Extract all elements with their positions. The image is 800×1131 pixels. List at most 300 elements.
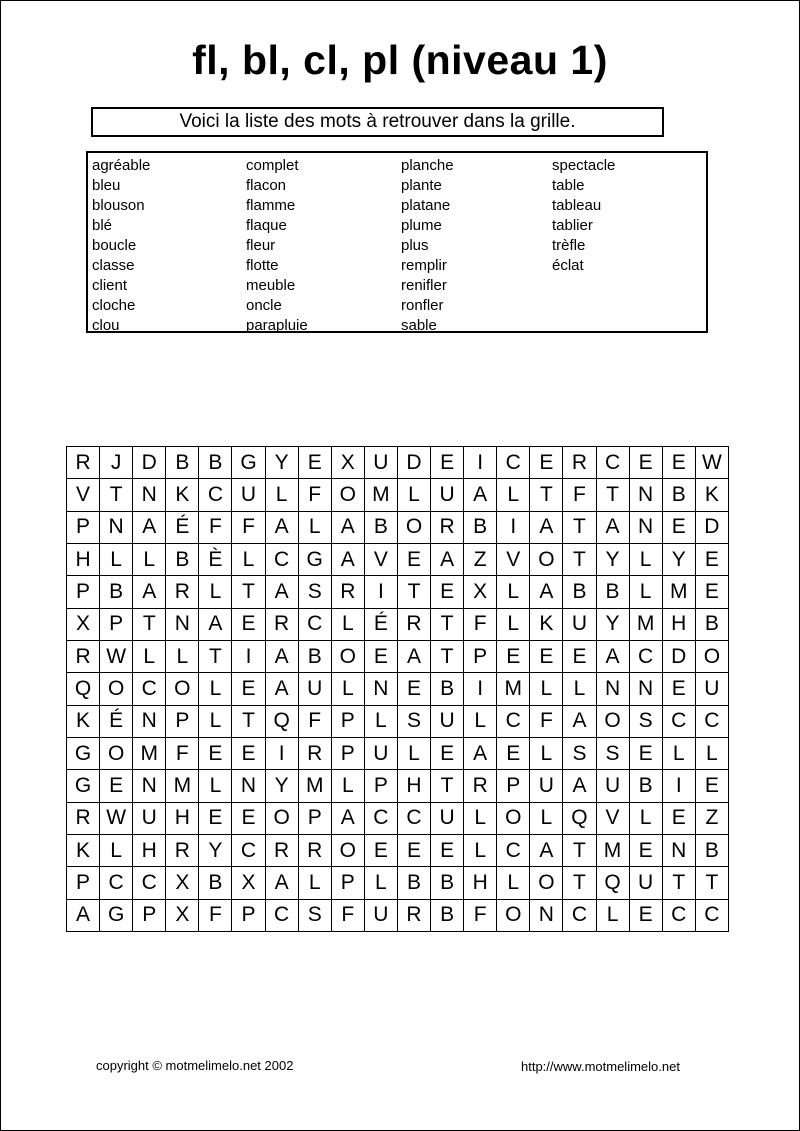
grid-cell: Y — [662, 543, 695, 575]
word-item: meuble — [246, 277, 296, 294]
grid-cell: A — [199, 608, 232, 640]
grid-cell: R — [464, 770, 497, 802]
word-item: oncle — [246, 297, 282, 314]
grid-cell: A — [563, 705, 596, 737]
grid-cell: E — [232, 737, 265, 769]
grid-cell: O — [331, 834, 364, 866]
grid-cell: V — [364, 543, 397, 575]
grid-cell: E — [497, 737, 530, 769]
word-item: bleu — [92, 177, 121, 194]
grid-cell: L — [232, 543, 265, 575]
grid-cell: E — [397, 673, 430, 705]
grid-cell: Z — [464, 543, 497, 575]
word-item: blé — [92, 217, 113, 234]
grid-cell: A — [431, 543, 464, 575]
grid-cell: F — [199, 511, 232, 543]
grid-cell: B — [695, 834, 728, 866]
grid-cell: T — [232, 705, 265, 737]
grid-cell: X — [166, 899, 199, 931]
grid-cell: E — [662, 673, 695, 705]
grid-cell: L — [464, 705, 497, 737]
word-list-column — [246, 156, 308, 336]
grid-cell: B — [431, 899, 464, 931]
grid-cell: A — [331, 511, 364, 543]
word-item: table — [552, 177, 585, 194]
word-item: classe — [92, 257, 135, 274]
website-url: http://www.motmelimelo.net — [521, 1059, 680, 1074]
grid-cell: T — [563, 834, 596, 866]
grid-cell: A — [464, 737, 497, 769]
grid-cell: L — [397, 479, 430, 511]
word-item: spectacle — [552, 157, 616, 174]
grid-cell: U — [596, 770, 629, 802]
grid-cell: U — [298, 673, 331, 705]
grid-cell: L — [464, 834, 497, 866]
grid-row — [67, 705, 729, 737]
grid-cell: C — [662, 705, 695, 737]
grid-cell: U — [364, 447, 397, 479]
grid-cell: E — [431, 834, 464, 866]
grid-cell: L — [166, 640, 199, 672]
grid-cell: R — [67, 640, 100, 672]
grid-cell: Q — [563, 802, 596, 834]
grid-cell: N — [100, 511, 133, 543]
grid-cell: L — [497, 608, 530, 640]
grid-cell: U — [629, 867, 662, 899]
grid-cell: E — [629, 899, 662, 931]
grid-cell: B — [464, 511, 497, 543]
grid-cell: I — [364, 576, 397, 608]
grid-cell: F — [199, 899, 232, 931]
grid-cell: S — [298, 899, 331, 931]
grid-cell: M — [596, 834, 629, 866]
grid-cell: Y — [265, 770, 298, 802]
grid-cell: L — [464, 802, 497, 834]
grid-cell: E — [431, 447, 464, 479]
grid-cell: E — [232, 608, 265, 640]
grid-cell: E — [431, 576, 464, 608]
grid-cell: P — [298, 802, 331, 834]
grid-cell: L — [331, 770, 364, 802]
grid-cell: O — [331, 479, 364, 511]
grid-cell: A — [530, 834, 563, 866]
grid-cell: L — [199, 705, 232, 737]
grid-cell: P — [67, 576, 100, 608]
grid-cell: F — [464, 608, 497, 640]
grid-cell: P — [67, 867, 100, 899]
grid-cell: R — [397, 608, 430, 640]
grid-cell: S — [397, 705, 430, 737]
grid-row — [67, 608, 729, 640]
grid-cell: M — [133, 737, 166, 769]
grid-cell: F — [563, 479, 596, 511]
grid-cell: P — [331, 705, 364, 737]
grid-cell: B — [431, 673, 464, 705]
grid-cell: A — [596, 640, 629, 672]
grid-cell: X — [331, 447, 364, 479]
grid-cell: D — [695, 511, 728, 543]
grid-cell: T — [431, 640, 464, 672]
grid-row — [67, 447, 729, 479]
grid-cell: U — [364, 899, 397, 931]
copyright-text: copyright © motmelimelo.net 2002 — [96, 1058, 294, 1073]
grid-cell: B — [596, 576, 629, 608]
grid-cell: A — [265, 867, 298, 899]
word-item: cloche — [92, 297, 136, 314]
grid-cell: B — [166, 543, 199, 575]
grid-cell: A — [67, 899, 100, 931]
grid-cell: L — [298, 511, 331, 543]
grid-cell: E — [530, 447, 563, 479]
grid-cell: N — [166, 608, 199, 640]
grid-cell: G — [298, 543, 331, 575]
grid-cell: R — [563, 447, 596, 479]
grid-cell: L — [199, 576, 232, 608]
grid-cell: C — [232, 834, 265, 866]
grid-cell: T — [133, 608, 166, 640]
grid-cell: R — [298, 834, 331, 866]
grid-cell: R — [166, 834, 199, 866]
grid-cell: B — [199, 447, 232, 479]
grid-cell: L — [695, 737, 728, 769]
grid-cell: L — [497, 867, 530, 899]
grid-cell: E — [397, 543, 430, 575]
grid-cell: É — [166, 511, 199, 543]
grid-cell: H — [67, 543, 100, 575]
word-item: flacon — [246, 177, 287, 194]
grid-cell: J — [100, 447, 133, 479]
word-item: trèfle — [552, 237, 586, 254]
word-item: renifler — [401, 277, 447, 294]
grid-cell: L — [364, 705, 397, 737]
grid-cell: R — [67, 802, 100, 834]
grid-cell: R — [166, 576, 199, 608]
grid-cell: U — [530, 770, 563, 802]
grid-cell: L — [563, 673, 596, 705]
page-title: fl, bl, cl, pl (niveau 1) — [192, 37, 608, 83]
grid-cell: B — [431, 867, 464, 899]
grid-cell: A — [596, 511, 629, 543]
grid-cell: M — [166, 770, 199, 802]
grid-cell: P — [67, 511, 100, 543]
grid-cell: O — [695, 640, 728, 672]
grid-cell: Y — [596, 543, 629, 575]
grid-cell: P — [232, 899, 265, 931]
grid-cell: I — [464, 447, 497, 479]
grid-cell: E — [431, 737, 464, 769]
grid-cell: P — [497, 770, 530, 802]
grid-cell: A — [133, 576, 166, 608]
grid-cell: P — [100, 608, 133, 640]
grid-cell: R — [397, 899, 430, 931]
grid-cell: V — [596, 802, 629, 834]
word-list-column — [92, 156, 150, 336]
grid-cell: T — [662, 867, 695, 899]
grid-cell: W — [695, 447, 728, 479]
grid-cell: L — [530, 737, 563, 769]
grid-row — [67, 576, 729, 608]
grid-row — [67, 802, 729, 834]
word-item: boucle — [92, 237, 137, 254]
word-item: éclat — [552, 257, 584, 274]
word-item: complet — [246, 157, 299, 174]
word-item: planche — [401, 157, 454, 174]
grid-cell: L — [629, 802, 662, 834]
grid-cell: G — [232, 447, 265, 479]
grid-cell: L — [331, 673, 364, 705]
grid-cell: Q — [265, 705, 298, 737]
grid-cell: H — [166, 802, 199, 834]
grid-cell: K — [67, 834, 100, 866]
word-item: plante — [401, 177, 442, 194]
grid-row — [67, 899, 729, 931]
grid-cell: G — [67, 737, 100, 769]
grid-cell: Q — [596, 867, 629, 899]
grid-cell: B — [695, 608, 728, 640]
grid-cell: M — [629, 608, 662, 640]
grid-cell: V — [497, 543, 530, 575]
grid-cell: R — [265, 834, 298, 866]
grid-cell: A — [331, 802, 364, 834]
grid-cell: C — [265, 543, 298, 575]
word-item: client — [92, 277, 128, 294]
grid-cell: L — [662, 737, 695, 769]
word-search-grid-body — [67, 447, 729, 932]
word-item: sable — [401, 317, 437, 334]
grid-cell: N — [232, 770, 265, 802]
grid-cell: È — [199, 543, 232, 575]
grid-cell: B — [199, 867, 232, 899]
grid-cell: B — [166, 447, 199, 479]
grid-cell: T — [695, 867, 728, 899]
grid-cell: C — [133, 673, 166, 705]
grid-cell: L — [298, 867, 331, 899]
grid-cell: E — [298, 447, 331, 479]
grid-cell: O — [497, 899, 530, 931]
grid-cell: D — [133, 447, 166, 479]
grid-cell: I — [232, 640, 265, 672]
grid-cell: C — [100, 867, 133, 899]
grid-cell: B — [563, 576, 596, 608]
word-item: plus — [401, 237, 429, 254]
grid-cell: E — [662, 511, 695, 543]
grid-cell: L — [133, 543, 166, 575]
grid-cell: L — [596, 899, 629, 931]
grid-cell: R — [298, 737, 331, 769]
grid-cell: R — [331, 576, 364, 608]
grid-cell: A — [397, 640, 430, 672]
grid-cell: L — [199, 770, 232, 802]
grid-cell: C — [563, 899, 596, 931]
grid-cell: N — [596, 673, 629, 705]
grid-cell: W — [100, 640, 133, 672]
grid-cell: T — [397, 576, 430, 608]
grid-cell: T — [563, 543, 596, 575]
grid-cell: S — [298, 576, 331, 608]
grid-cell: E — [629, 737, 662, 769]
instruction-text: Voici la liste des mots à retrouver dans la grille. — [179, 111, 576, 132]
word-item: tableau — [552, 197, 602, 214]
grid-cell: P — [133, 899, 166, 931]
word-item: parapluie — [246, 317, 308, 334]
grid-cell: L — [100, 543, 133, 575]
grid-cell: K — [530, 608, 563, 640]
grid-cell: A — [530, 576, 563, 608]
grid-cell: K — [67, 705, 100, 737]
grid-row — [67, 543, 729, 575]
grid-cell: C — [596, 447, 629, 479]
grid-cell: C — [133, 867, 166, 899]
grid-cell: U — [232, 479, 265, 511]
grid-cell: N — [530, 899, 563, 931]
grid-row — [67, 834, 729, 866]
grid-cell: D — [662, 640, 695, 672]
grid-cell: B — [662, 479, 695, 511]
grid-cell: E — [199, 737, 232, 769]
grid-cell: O — [331, 640, 364, 672]
word-item: clou — [92, 317, 120, 334]
grid-cell: H — [662, 608, 695, 640]
grid-cell: O — [497, 802, 530, 834]
grid-cell: A — [530, 511, 563, 543]
word-item: remplir — [401, 257, 447, 274]
grid-cell: F — [331, 899, 364, 931]
grid-cell: B — [397, 867, 430, 899]
grid-cell: L — [364, 867, 397, 899]
grid-cell: U — [431, 802, 464, 834]
grid-cell: S — [596, 737, 629, 769]
grid-cell: U — [563, 608, 596, 640]
grid-cell: C — [497, 447, 530, 479]
grid-cell: C — [497, 834, 530, 866]
grid-cell: L — [497, 479, 530, 511]
grid-cell: N — [662, 834, 695, 866]
grid-cell: O — [100, 673, 133, 705]
grid-cell: A — [265, 640, 298, 672]
grid-cell: L — [530, 802, 563, 834]
grid-cell: Y — [199, 834, 232, 866]
grid-cell: O — [100, 737, 133, 769]
grid-cell: T — [563, 867, 596, 899]
grid-cell: M — [364, 479, 397, 511]
grid-cell: É — [364, 608, 397, 640]
grid-cell: C — [265, 899, 298, 931]
grid-cell: L — [629, 576, 662, 608]
word-search-grid — [66, 446, 729, 932]
grid-cell: A — [563, 770, 596, 802]
grid-row — [67, 479, 729, 511]
word-item: tablier — [552, 217, 593, 234]
grid-cell: V — [67, 479, 100, 511]
grid-cell: L — [397, 737, 430, 769]
grid-cell: E — [497, 640, 530, 672]
grid-row — [67, 640, 729, 672]
grid-cell: X — [67, 608, 100, 640]
grid-cell: G — [100, 899, 133, 931]
grid-cell: C — [662, 899, 695, 931]
grid-cell: Z — [695, 802, 728, 834]
grid-cell: F — [298, 705, 331, 737]
grid-cell: C — [497, 705, 530, 737]
grid-cell: C — [629, 640, 662, 672]
grid-cell: L — [530, 673, 563, 705]
word-list-column — [552, 156, 615, 276]
grid-cell: U — [431, 705, 464, 737]
grid-cell: B — [364, 511, 397, 543]
grid-cell: C — [695, 899, 728, 931]
grid-cell: Q — [67, 673, 100, 705]
grid-row — [67, 511, 729, 543]
word-item: flaque — [246, 217, 287, 234]
grid-cell: C — [397, 802, 430, 834]
grid-cell: L — [629, 543, 662, 575]
grid-cell: Y — [596, 608, 629, 640]
grid-cell: O — [596, 705, 629, 737]
grid-cell: R — [265, 608, 298, 640]
grid-cell: E — [662, 802, 695, 834]
word-list — [86, 151, 708, 333]
grid-cell: N — [364, 673, 397, 705]
grid-cell: M — [497, 673, 530, 705]
grid-cell: E — [530, 640, 563, 672]
grid-cell: N — [133, 770, 166, 802]
grid-cell: B — [298, 640, 331, 672]
grid-cell: T — [232, 576, 265, 608]
grid-cell: O — [530, 543, 563, 575]
grid-cell: Y — [265, 447, 298, 479]
grid-cell: I — [265, 737, 298, 769]
grid-cell: F — [232, 511, 265, 543]
grid-cell: L — [133, 640, 166, 672]
grid-cell: P — [464, 640, 497, 672]
grid-cell: F — [530, 705, 563, 737]
grid-cell: N — [629, 511, 662, 543]
grid-cell: N — [629, 479, 662, 511]
grid-cell: E — [364, 834, 397, 866]
grid-cell: R — [431, 511, 464, 543]
grid-cell: E — [232, 673, 265, 705]
grid-cell: A — [133, 511, 166, 543]
grid-cell: A — [265, 576, 298, 608]
grid-cell: X — [464, 576, 497, 608]
grid-cell: L — [331, 608, 364, 640]
grid-cell: B — [629, 770, 662, 802]
grid-cell: E — [695, 770, 728, 802]
grid-cell: B — [100, 576, 133, 608]
grid-cell: M — [662, 576, 695, 608]
grid-cell: S — [563, 737, 596, 769]
grid-cell: P — [364, 770, 397, 802]
grid-cell: F — [298, 479, 331, 511]
grid-cell: E — [695, 576, 728, 608]
grid-cell: C — [199, 479, 232, 511]
word-item: plume — [401, 217, 442, 234]
grid-cell: I — [497, 511, 530, 543]
word-item: agréable — [92, 157, 151, 174]
grid-cell: E — [100, 770, 133, 802]
grid-cell: E — [364, 640, 397, 672]
grid-row — [67, 770, 729, 802]
grid-cell: L — [265, 479, 298, 511]
word-list-column — [401, 156, 454, 336]
grid-cell: P — [166, 705, 199, 737]
grid-cell: T — [431, 608, 464, 640]
grid-cell: N — [629, 673, 662, 705]
grid-cell: A — [265, 673, 298, 705]
grid-cell: K — [166, 479, 199, 511]
grid-cell: D — [397, 447, 430, 479]
grid-cell: U — [431, 479, 464, 511]
